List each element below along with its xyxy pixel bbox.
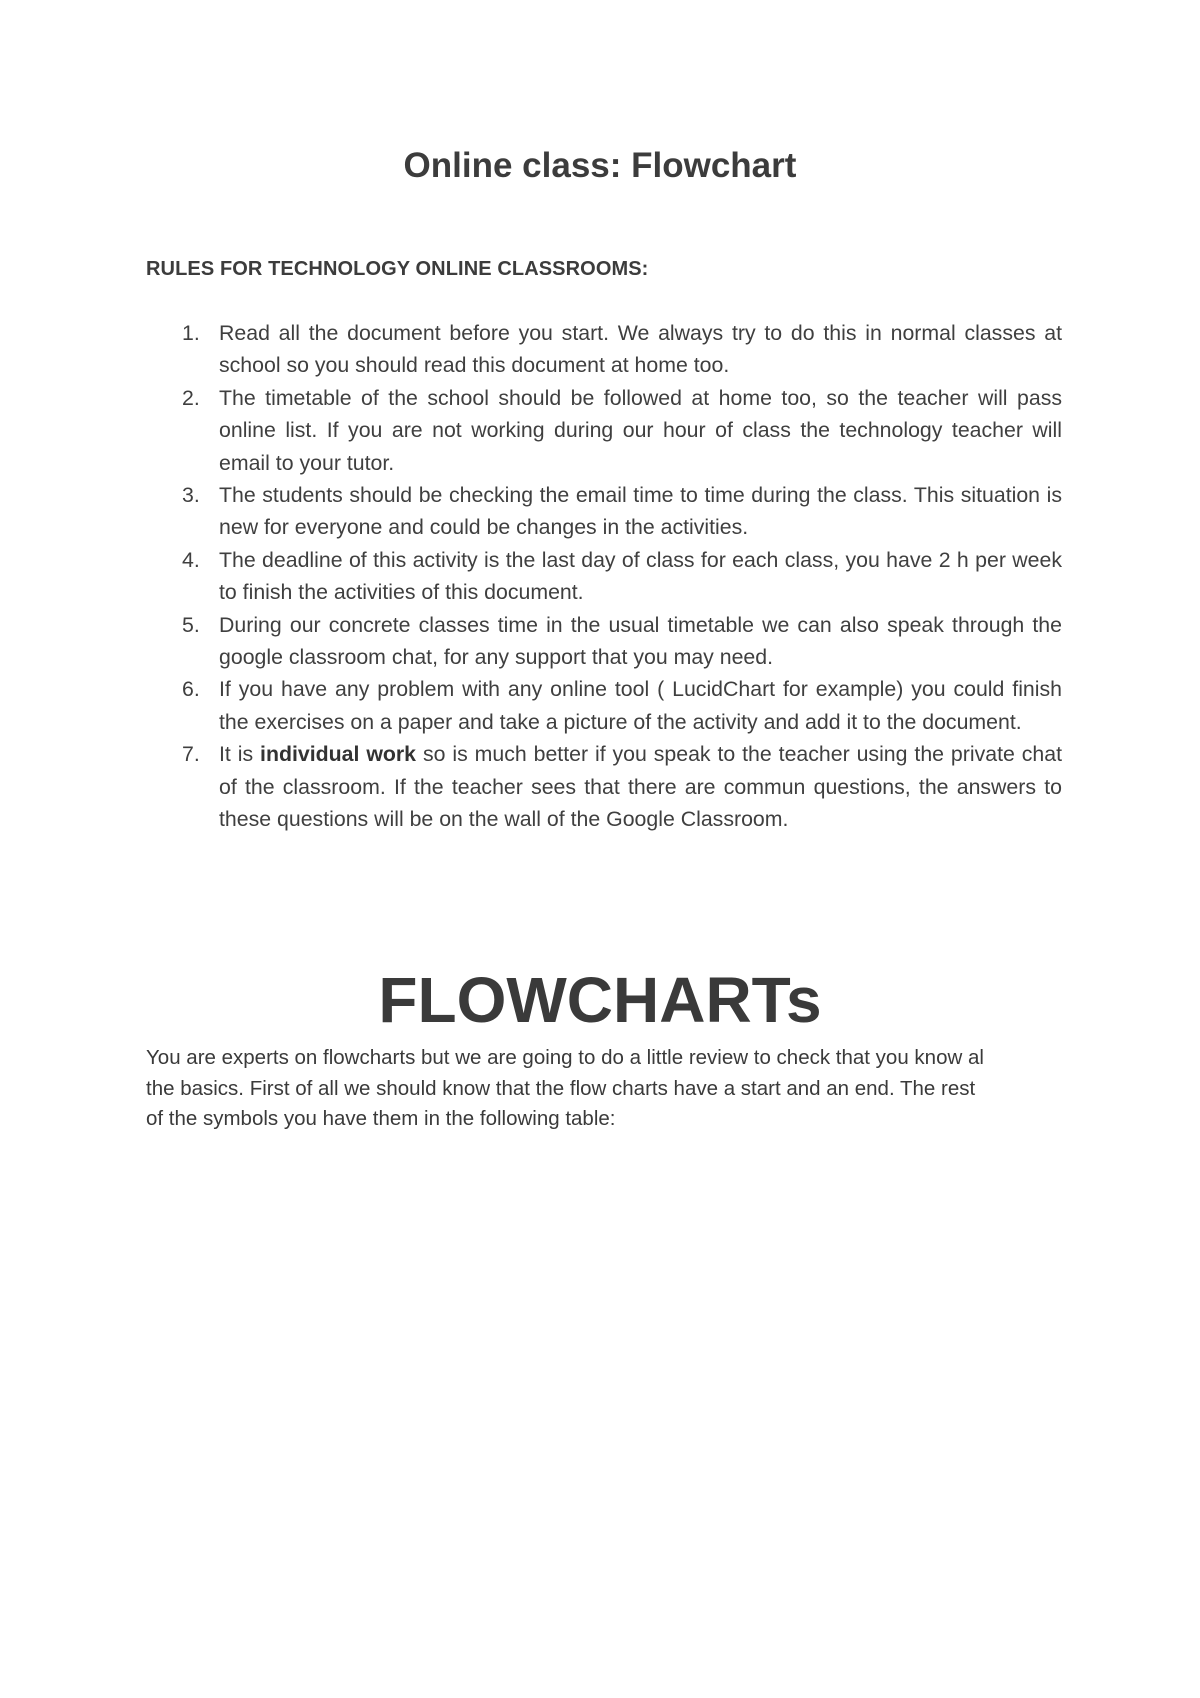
intro-line: You are experts on flowcharts but we are going to do a little review to check that you know al xyxy=(146,1046,984,1069)
rule-number: 5. xyxy=(182,612,200,637)
rule-text: Read all the document before you start. We always try to do this in normal classes at school so you should read this document at home too. xyxy=(219,321,1062,378)
intro-line: the basics. First of all we should know that the flow charts have a start and an end. The rest xyxy=(146,1076,976,1100)
rule-text: The timetable of the school should be followed at home too, so the teacher will pass online list. If you are not working during our hour of class the technology teacher will email to your tutor. xyxy=(219,385,1062,475)
rule-number: 2. xyxy=(182,385,200,410)
rule-text: If you have any problem with any online tool ( LucidChart for example) you could finish the exercises on a paper and take a picture of the activity and add it to the document. xyxy=(219,677,1062,734)
document-title: Online class: Flowchart xyxy=(403,146,797,185)
rule-item xyxy=(146,544,1062,609)
rule-number: 1. xyxy=(182,321,200,345)
rule-number: 4. xyxy=(182,547,200,572)
rule-text: The students should be checking the email time to time during the class. This situation is new for everyone and could be changes in the activities. xyxy=(219,483,1062,540)
rule-number: 7. xyxy=(182,742,200,767)
rule-item xyxy=(146,382,1062,479)
rules-heading: RULES FOR TECHNOLOGY ONLINE CLASSROOMS: xyxy=(146,258,649,280)
rule-number: 6. xyxy=(182,677,200,702)
rule-text-after: so is much better if you speak to the teacher using the private chat of the classroom. If the teacher sees that there are commun questions, the answers to these questions will be on the wall of the Google Classroom. xyxy=(219,742,1062,832)
rule-text-bold: individual work xyxy=(260,742,417,767)
rule-item xyxy=(146,609,1062,674)
rule-text: The deadline of this activity is the last day of class for each class, you have 2 h per week to finish the activities of this document. xyxy=(219,547,1062,605)
rules-list xyxy=(146,317,1062,836)
intro-line: of the symbols you have them in the following table: xyxy=(146,1107,616,1130)
rule-item xyxy=(146,479,1062,544)
intro-paragraph xyxy=(146,1043,1076,1135)
rule-item xyxy=(146,673,1062,738)
rule-number: 3. xyxy=(182,483,200,508)
rule-text: During our concrete classes time in the usual timetable we can also speak through the google classroom chat, for any support that you may need. xyxy=(219,612,1062,670)
section-title: FLOWCHARTs xyxy=(378,964,822,1036)
rule-item xyxy=(146,317,1062,382)
rule-text-before: It is xyxy=(219,742,261,767)
rule-item xyxy=(146,738,1062,835)
